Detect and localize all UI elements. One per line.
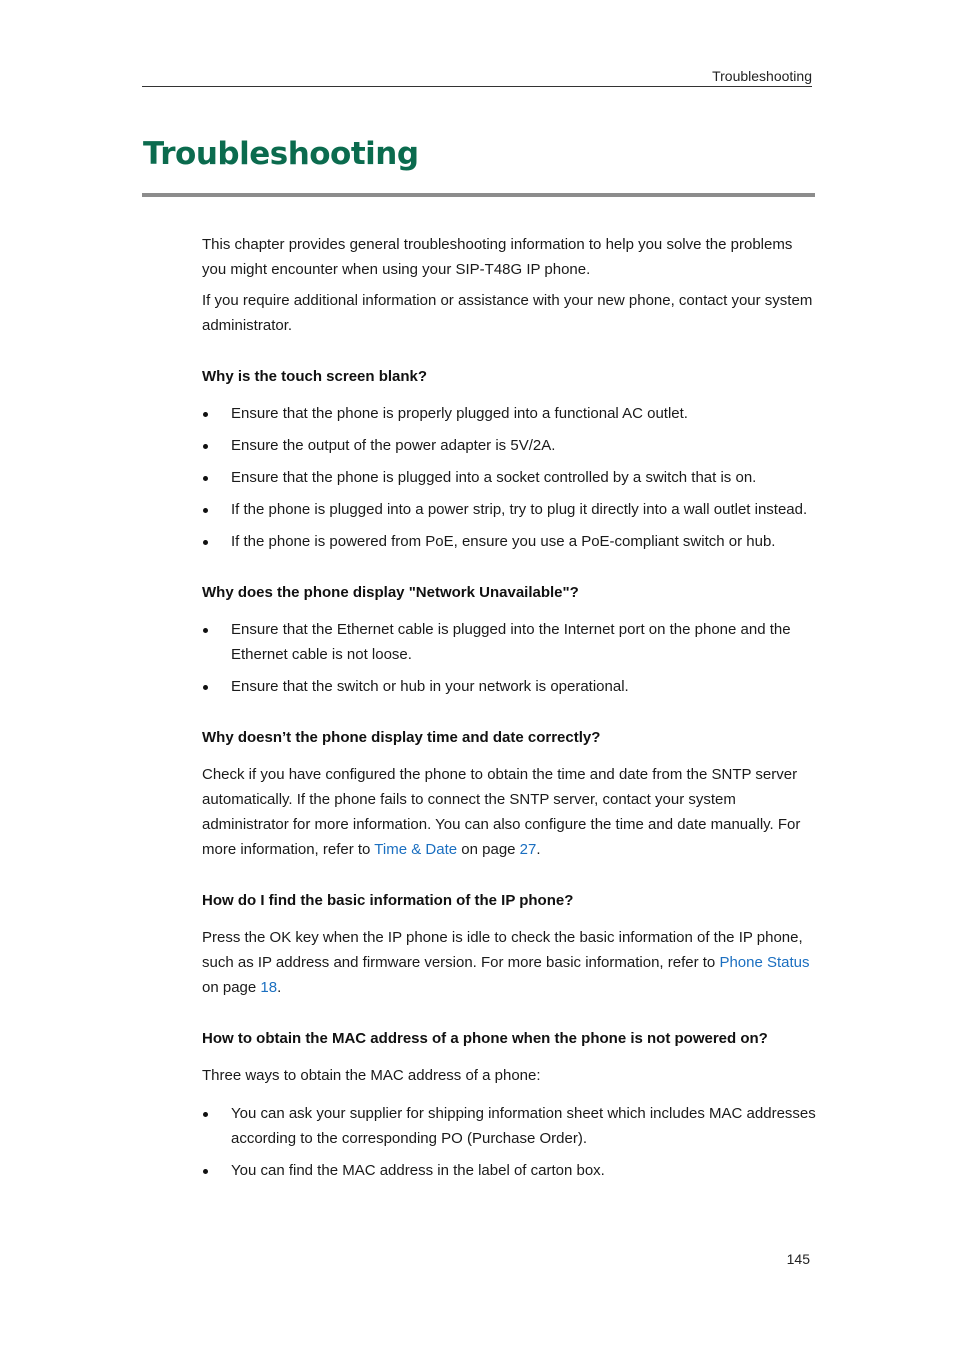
basic-info-mid: on page [202, 979, 261, 996]
list-item: Ensure the output of the power adapter is 5V/2A. [202, 433, 817, 458]
phone-status-page-link[interactable]: 18 [260, 979, 278, 996]
mac-address-bullet-list [202, 1101, 817, 1183]
list-item: You can find the MAC address in the label of carton box. [202, 1158, 817, 1183]
time-date-paragraph [202, 762, 817, 862]
question-time-date: Why doesn’t the phone display time and date correctly? [202, 729, 601, 746]
time-date-end: . [536, 841, 541, 858]
chapter-content [202, 232, 817, 1183]
touch-screen-bullet-list [202, 401, 817, 554]
phone-status-link[interactable]: Phone Status [719, 954, 810, 971]
time-date-mid: on page [457, 841, 520, 858]
time-date-page-link[interactable]: 27 [519, 841, 537, 858]
question-mac-address: How to obtain the MAC address of a phone when the phone is not powered on? [202, 1030, 768, 1047]
list-item: Ensure that the Ethernet cable is plugged into the Internet port on the phone and the Ethernet cable is not loose. [202, 617, 817, 667]
running-header-title: Troubleshooting [712, 68, 812, 84]
network-bullet-list [202, 617, 817, 699]
list-item: Ensure that the switch or hub in your network is operational. [202, 674, 817, 699]
basic-info-text: Press the OK key when the IP phone is idle to check the basic information of the IP phone, such as IP address and firmware version. For more basic information, refer to [202, 929, 803, 971]
question-touch-screen-blank: Why is the touch screen blank? [202, 368, 428, 385]
mac-address-paragraph: Three ways to obtain the MAC address of a phone: [202, 1067, 541, 1084]
list-item: You can ask your supplier for shipping information sheet which includes MAC addresses according to the corresponding PO (Purchase Order). [202, 1101, 817, 1151]
list-item: If the phone is plugged into a power strip, try to plug it directly into a wall outlet instead. [202, 497, 817, 522]
title-divider [142, 193, 815, 197]
list-item: Ensure that the phone is properly plugged into a functional AC outlet. [202, 401, 817, 426]
running-header [142, 66, 812, 87]
time-date-link[interactable]: Time & Date [374, 841, 458, 858]
list-item: Ensure that the phone is plugged into a socket controlled by a switch that is on. [202, 465, 817, 490]
intro-paragraph-1: This chapter provides general troubleshooting information to help you solve the problems you might encounter when using your SIP-T48G IP phone. [202, 236, 793, 278]
intro-paragraph-2: If you require additional information or assistance with your new phone, contact your system administrator. [202, 292, 813, 334]
time-date-text: Check if you have configured the phone to obtain the time and date from the SNTP server automatically. If the phone fails to connect the SNTP server, contact your system administrator for more information. You can also configure the time and date manually. For more information, refer to [202, 766, 801, 858]
question-network-unavailable: Why does the phone display "Network Unavailable"? [202, 584, 579, 601]
question-basic-information: How do I find the basic information of the IP phone? [202, 892, 574, 909]
chapter-title: Troubleshooting [143, 136, 419, 172]
basic-info-paragraph [202, 925, 817, 1000]
list-item: If the phone is powered from PoE, ensure you use a PoE-compliant switch or hub. [202, 529, 817, 554]
basic-info-end: . [277, 979, 282, 996]
page-number: 145 [786, 1251, 810, 1267]
